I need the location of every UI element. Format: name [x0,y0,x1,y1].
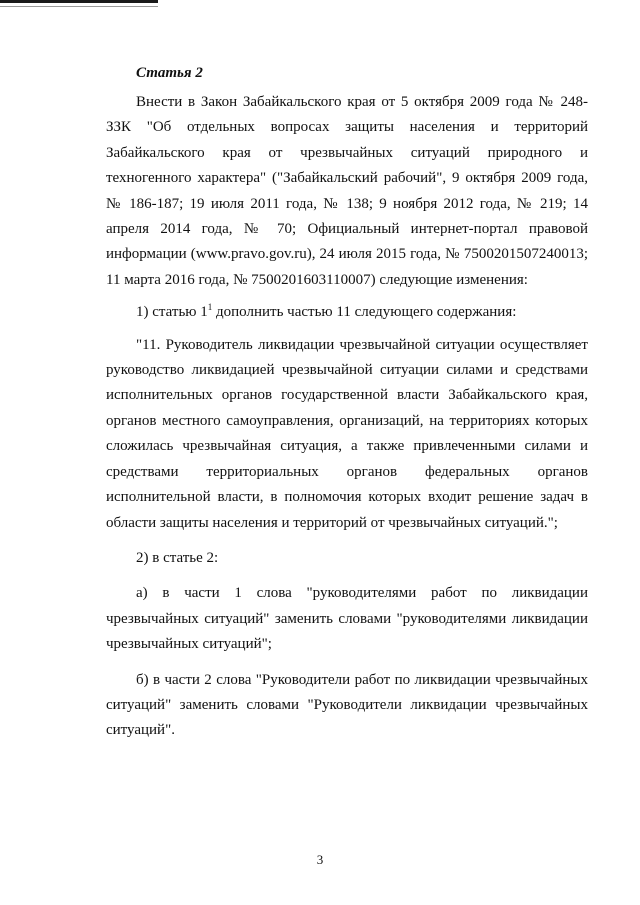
amendment-item-1-quote: "11. Руководитель ликвидации чрезвычайной ситуации осуществляет руководство ликвидацией чрезвычайной ситуации силами и средствами исполнительных органов государственной власти Забайкальского края, органов местного самоуправления, организаций, на территориях которых сложилась чрезвычайная ситуация, а также привлеченными силами и средствами территориальных органов федеральных органов исполнительной власти, в полномочия которых входит решение задач в области защиты населения и территорий от чрезвычайных ситуаций."; [106,336,588,531]
amendment-item-2a: а) в части 1 слова "руководителями работ по ликвидации чрезвычайных ситуаций" заменить словами "руководителями ликвидации чрезвычайных ситуаций"; [106,585,588,653]
amendment-item-1 [106,300,588,325]
amendment-item-2b: б) в части 2 слова "Руководители работ по ликвидации чрезвычайных ситуаций" заменить словами "Руководители ликвидации чрезвычайных ситуаций". [106,671,588,739]
article-heading: Статья 2 [136,65,203,81]
page-number: 3 [316,852,324,867]
item1-superscript: 1 [207,302,213,313]
header-rule [0,0,158,3]
amendment-item-2: 2) в статье 2: [136,549,219,566]
item1-text-end: дополнить частью 11 следующего содержания: [212,304,517,321]
header-rule-thin [0,6,158,7]
item1-text-start: 1) статью 1 [136,304,208,321]
document-body [106,62,588,744]
intro-paragraph: Внести в Закон Забайкальского края от 5 октября 2009 года № 248-ЗЗК "Об отдельных вопросах защиты населения и территорий Забайкальского края от чрезвычайных ситуаций природного и техногенного характера" ("Забайкальский рабочий", 9 октября 2009 года, № 186-187; 19 июля 2011 года, № 138; 9 ноября 2012 года, № 219; 14 апреля 2014 года, № 70; Официальный интернет-портал правовой информации (www.pravo.gov.ru), 24 июля 2015 года, № 7500201507240013; 11 марта 2016 года, № 7500201603110007) следующие изменения: [106,94,588,288]
